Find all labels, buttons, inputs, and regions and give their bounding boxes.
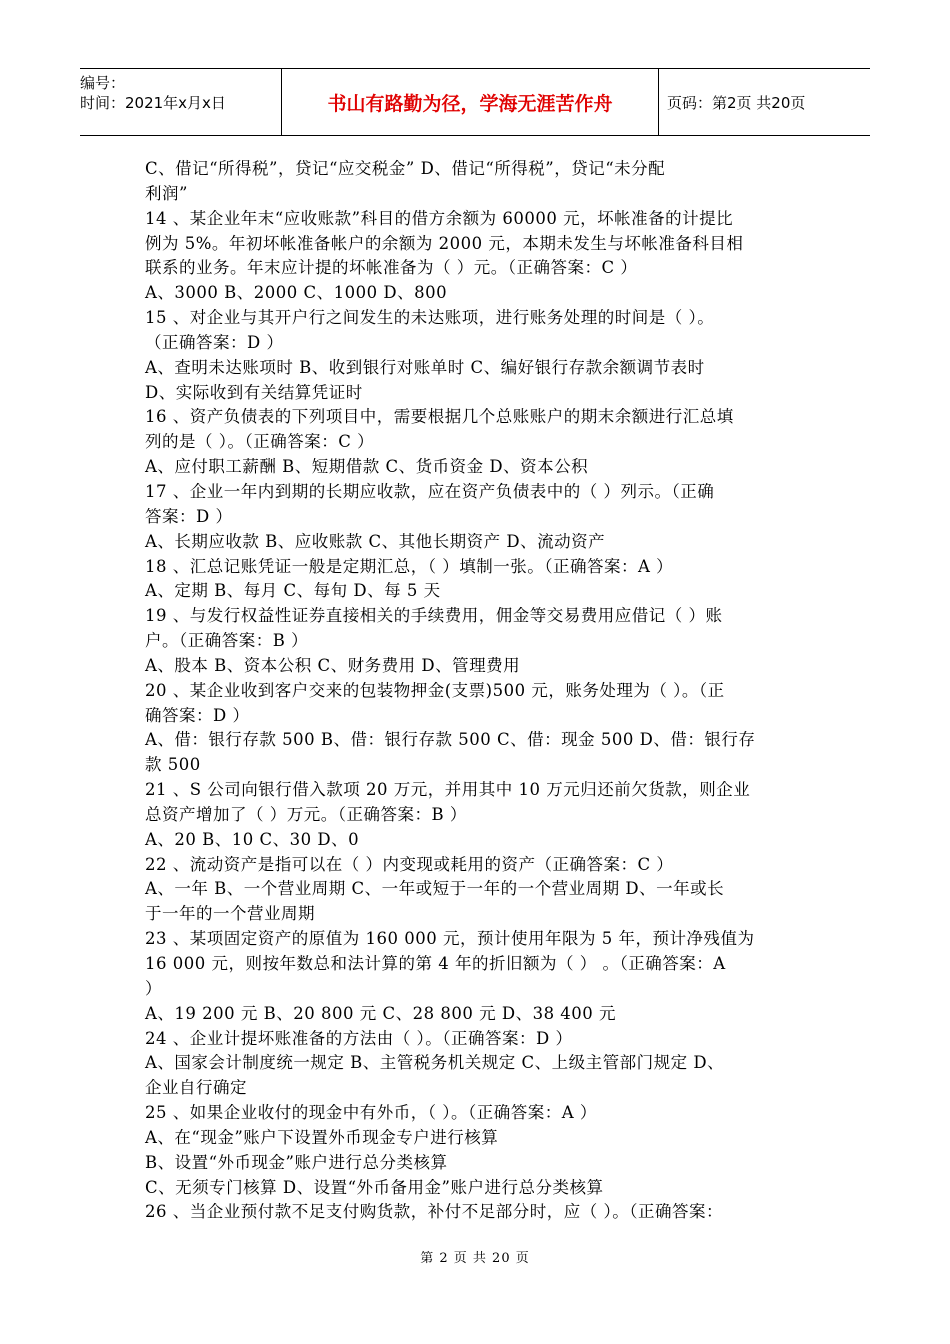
text-line: A、借：银行存款 500 B、借：银行存款 500 C、借：现金 500 D、借：银行存 bbox=[145, 730, 756, 750]
text-line: A、3000 B、2000 C、1000 D、800 bbox=[145, 283, 448, 303]
text-line: 例为 5%。年初坏帐准备帐户的余额为 2000 元，本期未发生与坏帐准备科目相 bbox=[145, 233, 744, 253]
text-line: 利润” bbox=[145, 183, 188, 203]
text-line: 答案：D ） bbox=[145, 506, 233, 526]
text-line: 16 、资产负债表的下列项目中，需要根据几个总账账户的期末余额进行汇总填 bbox=[145, 407, 734, 427]
text-line: A、一年 B、一个营业周期 C、一年或短于一年的一个营业周期 D、一年或长 bbox=[145, 879, 725, 899]
text-line: 18 、汇总记账凭证一般是定期汇总，（ ）填制一张。（正确答案：A ） bbox=[145, 556, 674, 576]
text-line: 16 000 元，则按年数总和法计算的第 4 年的折旧额为（ ） 。（正确答案：A bbox=[145, 954, 726, 973]
text-line: 列的是（ ）。（正确答案：C ） bbox=[145, 432, 375, 452]
text-line: B、设置“外币现金”账户进行总分类核算 bbox=[145, 1152, 448, 1172]
text-line: A、国家会计制度统一规定 B、主管税务机关规定 C、上级主管部门规定 D、 bbox=[145, 1053, 725, 1073]
text-line: D、实际收到有关结算凭证时 bbox=[145, 382, 363, 402]
text-line: 20 、某企业收到客户交来的包装物押金(支票)500 元，账务处理为（ ）。（正 bbox=[145, 680, 725, 700]
text-line: 联系的业务。年末应计提的坏帐准备为（ ）元。（正确答案：C ） bbox=[145, 258, 638, 278]
text-line: （正确答案：D ） bbox=[145, 332, 284, 352]
text-line: 25 、如果企业收付的现金中有外币，（ ）。（正确答案：A ） bbox=[145, 1103, 597, 1123]
text-line: 19 、与发行权益性证券直接相关的手续费用，佣金等交易费用应借记（ ）账 bbox=[145, 606, 723, 626]
text-line: 15 、对企业与其开户行之间发生的未达账项，进行账务处理的时间是（ ）。 bbox=[145, 308, 715, 328]
text-line: 户。（正确答案：B ） bbox=[145, 631, 309, 651]
time-label: 时间：2021年x月x日 bbox=[80, 94, 226, 112]
text-line: 24 、企业计提坏账准备的方法由（ ）。（正确答案：D ） bbox=[145, 1028, 573, 1048]
text-line: A、查明未达账项时 B、收到银行对账单时 C、编好银行存款余额调节表时 bbox=[145, 357, 705, 377]
text-line: 确答案：D ） bbox=[145, 705, 250, 725]
text-line: C、借记“所得税”，贷记“应交税金” D、借记“所得税”，贷记“未分配 bbox=[145, 159, 666, 178]
text-line: A、在“现金”账户下设置外币现金专户进行核算 bbox=[145, 1127, 499, 1147]
text-line: A、应付职工薪酬 B、短期借款 C、货币资金 D、资本公积 bbox=[145, 457, 589, 477]
text-line: 14 、某企业年末“应收账款”科目的借方余额为 60000 元，坏帐准备的计提比 bbox=[145, 208, 734, 228]
text-line: 26 、当企业预付款不足支付购货款，补付不足部分时，应（ ）。（正确答案： bbox=[145, 1202, 723, 1222]
text-line: C、无须专门核算 D、设置“外币备用金”账户进行总分类核算 bbox=[145, 1177, 604, 1197]
text-line: ） bbox=[145, 978, 162, 998]
text-line: 17 、企业一年内到期的长期应收款，应在资产负债表中的（ ）列示。（正确 bbox=[145, 481, 715, 501]
text-line: 22 、流动资产是指可以在（ ）内变现或耗用的资产（正确答案：C ） bbox=[145, 854, 674, 874]
text-line: 款 500 bbox=[145, 755, 201, 775]
text-line: 总资产增加了（ ）万元。（正确答案：B ） bbox=[145, 804, 467, 824]
text-line: A、股本 B、资本公积 C、财务费用 D、管理费用 bbox=[145, 655, 521, 675]
text-line: A、定期 B、每月 C、每旬 D、每 5 天 bbox=[145, 581, 441, 601]
page-header bbox=[80, 68, 870, 136]
text-line: A、长期应收款 B、应收账款 C、其他长期资产 D、流动资产 bbox=[145, 531, 606, 551]
document-body bbox=[145, 157, 810, 1225]
text-line: A、19 200 元 B、20 800 元 C、28 800 元 D、38 400 元 bbox=[145, 1003, 617, 1023]
header-meta bbox=[80, 69, 282, 135]
text-line: A、20 B、10 C、30 D、0 bbox=[145, 829, 360, 849]
page-footer: 第 2 页 共 20 页 bbox=[420, 1251, 530, 1266]
text-line: 企业自行确定 bbox=[145, 1078, 247, 1098]
text-line: 23 、某项固定资产的原值为 160 000 元，预计使用年限为 5 年，预计净残值为 bbox=[145, 929, 755, 949]
header-page-info: 页码：第2页 共20页 bbox=[667, 93, 806, 112]
text-line: 于一年的一个营业周期 bbox=[145, 904, 315, 924]
number-label: 编号： bbox=[80, 74, 126, 92]
header-motto: 书山有路勤为径，学海无涯苦作舟 bbox=[282, 69, 659, 135]
text-line: 21 、S 公司向银行借入款项 20 万元，并用其中 10 万元归还前欠货款，则企业 bbox=[145, 780, 751, 800]
